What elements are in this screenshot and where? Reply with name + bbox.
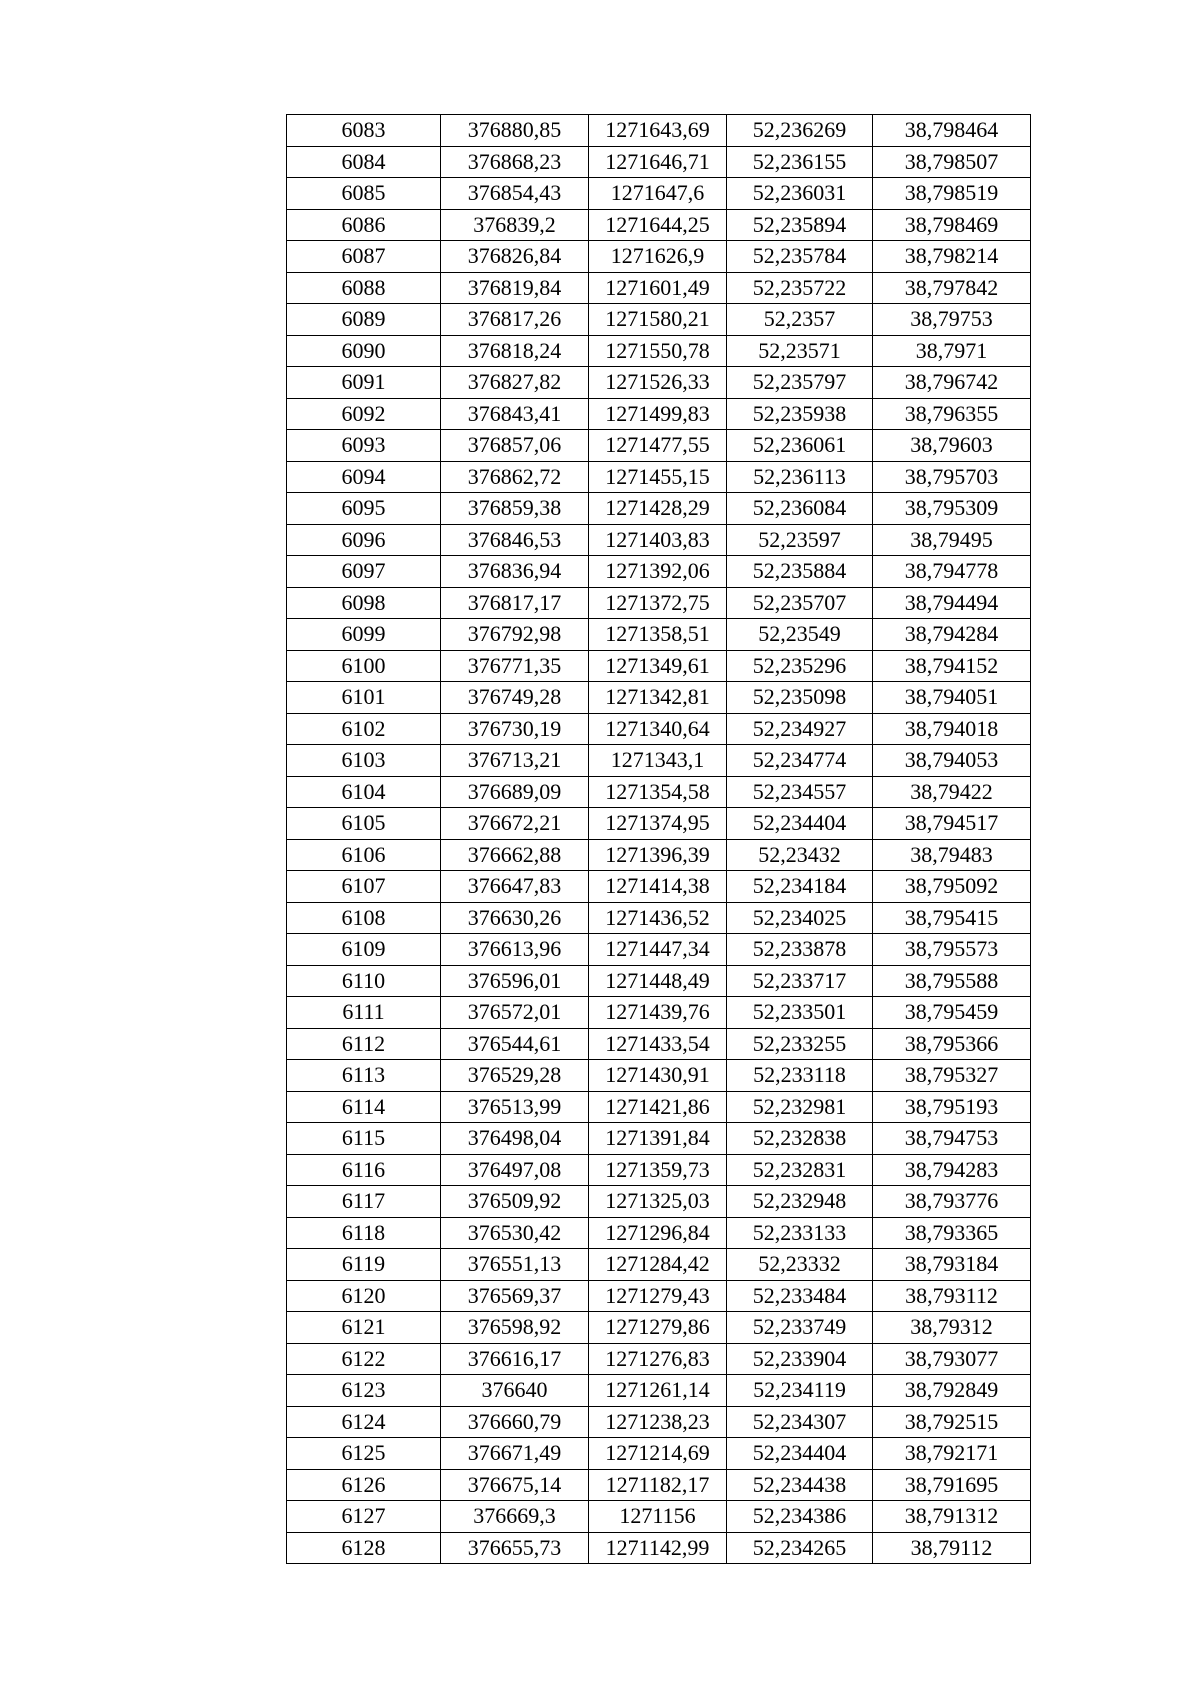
x-coordinate-cell: 376846,53 [441, 524, 589, 556]
x-coordinate-cell: 376647,83 [441, 871, 589, 903]
y-coordinate-cell: 1271477,55 [589, 430, 727, 462]
y-coordinate-cell: 1271342,81 [589, 682, 727, 714]
x-coordinate-cell: 376818,24 [441, 335, 589, 367]
y-coordinate-cell: 1271421,86 [589, 1091, 727, 1123]
table-row [287, 1186, 1031, 1218]
x-coordinate-cell: 376771,35 [441, 650, 589, 682]
table-row [287, 430, 1031, 462]
x-coordinate-cell: 376544,61 [441, 1028, 589, 1060]
longitude-cell: 38,792171 [873, 1438, 1031, 1470]
latitude-cell: 52,233118 [727, 1060, 873, 1092]
latitude-cell: 52,236113 [727, 461, 873, 493]
y-coordinate-cell: 1271276,83 [589, 1343, 727, 1375]
table-row [287, 209, 1031, 241]
table-row [287, 1438, 1031, 1470]
coordinates-table [286, 114, 1031, 1564]
latitude-cell: 52,235894 [727, 209, 873, 241]
longitude-cell: 38,79312 [873, 1312, 1031, 1344]
latitude-cell: 52,235722 [727, 272, 873, 304]
longitude-cell: 38,79112 [873, 1532, 1031, 1564]
table-row [287, 934, 1031, 966]
table-row [287, 146, 1031, 178]
x-coordinate-cell: 376817,26 [441, 304, 589, 336]
y-coordinate-cell: 1271392,06 [589, 556, 727, 588]
x-coordinate-cell: 376868,23 [441, 146, 589, 178]
x-coordinate-cell: 376859,38 [441, 493, 589, 525]
latitude-cell: 52,23597 [727, 524, 873, 556]
latitude-cell: 52,234404 [727, 808, 873, 840]
point-number-cell: 6110 [287, 965, 441, 997]
y-coordinate-cell: 1271550,78 [589, 335, 727, 367]
point-number-cell: 6097 [287, 556, 441, 588]
x-coordinate-cell: 376509,92 [441, 1186, 589, 1218]
longitude-cell: 38,797842 [873, 272, 1031, 304]
y-coordinate-cell: 1271646,71 [589, 146, 727, 178]
latitude-cell: 52,232948 [727, 1186, 873, 1218]
table-row [287, 965, 1031, 997]
y-coordinate-cell: 1271354,58 [589, 776, 727, 808]
point-number-cell: 6087 [287, 241, 441, 273]
latitude-cell: 52,236061 [727, 430, 873, 462]
latitude-cell: 52,236269 [727, 115, 873, 147]
y-coordinate-cell: 1271447,34 [589, 934, 727, 966]
latitude-cell: 52,236155 [727, 146, 873, 178]
x-coordinate-cell: 376819,84 [441, 272, 589, 304]
y-coordinate-cell: 1271396,39 [589, 839, 727, 871]
latitude-cell: 52,234119 [727, 1375, 873, 1407]
y-coordinate-cell: 1271391,84 [589, 1123, 727, 1155]
latitude-cell: 52,235938 [727, 398, 873, 430]
y-coordinate-cell: 1271372,75 [589, 587, 727, 619]
table-row [287, 367, 1031, 399]
table-row [287, 1154, 1031, 1186]
x-coordinate-cell: 376513,99 [441, 1091, 589, 1123]
latitude-cell: 52,236031 [727, 178, 873, 210]
point-number-cell: 6086 [287, 209, 441, 241]
table-row [287, 1343, 1031, 1375]
latitude-cell: 52,234557 [727, 776, 873, 808]
x-coordinate-cell: 376862,72 [441, 461, 589, 493]
y-coordinate-cell: 1271439,76 [589, 997, 727, 1029]
y-coordinate-cell: 1271358,51 [589, 619, 727, 651]
longitude-cell: 38,794778 [873, 556, 1031, 588]
y-coordinate-cell: 1271414,38 [589, 871, 727, 903]
point-number-cell: 6100 [287, 650, 441, 682]
point-number-cell: 6122 [287, 1343, 441, 1375]
latitude-cell: 52,23549 [727, 619, 873, 651]
latitude-cell: 52,232981 [727, 1091, 873, 1123]
longitude-cell: 38,7971 [873, 335, 1031, 367]
x-coordinate-cell: 376713,21 [441, 745, 589, 777]
x-coordinate-cell: 376836,94 [441, 556, 589, 588]
latitude-cell: 52,23571 [727, 335, 873, 367]
point-number-cell: 6103 [287, 745, 441, 777]
x-coordinate-cell: 376827,82 [441, 367, 589, 399]
latitude-cell: 52,233501 [727, 997, 873, 1029]
latitude-cell: 52,232838 [727, 1123, 873, 1155]
y-coordinate-cell: 1271436,52 [589, 902, 727, 934]
point-number-cell: 6126 [287, 1469, 441, 1501]
longitude-cell: 38,798519 [873, 178, 1031, 210]
latitude-cell: 52,235296 [727, 650, 873, 682]
latitude-cell: 52,233904 [727, 1343, 873, 1375]
latitude-cell: 52,233255 [727, 1028, 873, 1060]
latitude-cell: 52,236084 [727, 493, 873, 525]
x-coordinate-cell: 376640 [441, 1375, 589, 1407]
longitude-cell: 38,795366 [873, 1028, 1031, 1060]
longitude-cell: 38,796355 [873, 398, 1031, 430]
point-number-cell: 6096 [287, 524, 441, 556]
x-coordinate-cell: 376616,17 [441, 1343, 589, 1375]
table-row [287, 776, 1031, 808]
longitude-cell: 38,798507 [873, 146, 1031, 178]
point-number-cell: 6102 [287, 713, 441, 745]
table-row [287, 1217, 1031, 1249]
point-number-cell: 6101 [287, 682, 441, 714]
y-coordinate-cell: 1271238,23 [589, 1406, 727, 1438]
x-coordinate-cell: 376662,88 [441, 839, 589, 871]
x-coordinate-cell: 376854,43 [441, 178, 589, 210]
table-row [287, 745, 1031, 777]
latitude-cell: 52,2357 [727, 304, 873, 336]
x-coordinate-cell: 376669,3 [441, 1501, 589, 1533]
table-row [287, 335, 1031, 367]
point-number-cell: 6095 [287, 493, 441, 525]
longitude-cell: 38,794284 [873, 619, 1031, 651]
point-number-cell: 6125 [287, 1438, 441, 1470]
table-row [287, 524, 1031, 556]
table-row [287, 1280, 1031, 1312]
latitude-cell: 52,233717 [727, 965, 873, 997]
latitude-cell: 52,233749 [727, 1312, 873, 1344]
y-coordinate-cell: 1271403,83 [589, 524, 727, 556]
table-row [287, 619, 1031, 651]
latitude-cell: 52,234774 [727, 745, 873, 777]
longitude-cell: 38,798469 [873, 209, 1031, 241]
x-coordinate-cell: 376839,2 [441, 209, 589, 241]
longitude-cell: 38,794053 [873, 745, 1031, 777]
x-coordinate-cell: 376655,73 [441, 1532, 589, 1564]
point-number-cell: 6118 [287, 1217, 441, 1249]
x-coordinate-cell: 376792,98 [441, 619, 589, 651]
y-coordinate-cell: 1271430,91 [589, 1060, 727, 1092]
y-coordinate-cell: 1271343,1 [589, 745, 727, 777]
point-number-cell: 6111 [287, 997, 441, 1029]
x-coordinate-cell: 376660,79 [441, 1406, 589, 1438]
point-number-cell: 6105 [287, 808, 441, 840]
longitude-cell: 38,79753 [873, 304, 1031, 336]
longitude-cell: 38,795193 [873, 1091, 1031, 1123]
point-number-cell: 6127 [287, 1501, 441, 1533]
longitude-cell: 38,795092 [873, 871, 1031, 903]
x-coordinate-cell: 376675,14 [441, 1469, 589, 1501]
longitude-cell: 38,792515 [873, 1406, 1031, 1438]
table-row [287, 682, 1031, 714]
y-coordinate-cell: 1271428,29 [589, 493, 727, 525]
point-number-cell: 6115 [287, 1123, 441, 1155]
y-coordinate-cell: 1271325,03 [589, 1186, 727, 1218]
point-number-cell: 6098 [287, 587, 441, 619]
table-row [287, 272, 1031, 304]
latitude-cell: 52,234265 [727, 1532, 873, 1564]
latitude-cell: 52,232831 [727, 1154, 873, 1186]
table-row [287, 871, 1031, 903]
table-row [287, 1091, 1031, 1123]
y-coordinate-cell: 1271580,21 [589, 304, 727, 336]
point-number-cell: 6089 [287, 304, 441, 336]
table-row [287, 997, 1031, 1029]
table-row [287, 493, 1031, 525]
latitude-cell: 52,235784 [727, 241, 873, 273]
longitude-cell: 38,793112 [873, 1280, 1031, 1312]
longitude-cell: 38,792849 [873, 1375, 1031, 1407]
y-coordinate-cell: 1271433,54 [589, 1028, 727, 1060]
y-coordinate-cell: 1271643,69 [589, 115, 727, 147]
longitude-cell: 38,795415 [873, 902, 1031, 934]
latitude-cell: 52,235884 [727, 556, 873, 588]
longitude-cell: 38,793776 [873, 1186, 1031, 1218]
latitude-cell: 52,23332 [727, 1249, 873, 1281]
x-coordinate-cell: 376730,19 [441, 713, 589, 745]
table-row [287, 241, 1031, 273]
longitude-cell: 38,795588 [873, 965, 1031, 997]
point-number-cell: 6093 [287, 430, 441, 462]
x-coordinate-cell: 376596,01 [441, 965, 589, 997]
y-coordinate-cell: 1271340,64 [589, 713, 727, 745]
longitude-cell: 38,79483 [873, 839, 1031, 871]
point-number-cell: 6117 [287, 1186, 441, 1218]
latitude-cell: 52,234386 [727, 1501, 873, 1533]
y-coordinate-cell: 1271359,73 [589, 1154, 727, 1186]
longitude-cell: 38,79603 [873, 430, 1031, 462]
x-coordinate-cell: 376572,01 [441, 997, 589, 1029]
x-coordinate-cell: 376817,17 [441, 587, 589, 619]
table-row [287, 1532, 1031, 1564]
latitude-cell: 52,235098 [727, 682, 873, 714]
table-row [287, 1060, 1031, 1092]
longitude-cell: 38,794018 [873, 713, 1031, 745]
y-coordinate-cell: 1271601,49 [589, 272, 727, 304]
table-row [287, 713, 1031, 745]
y-coordinate-cell: 1271349,61 [589, 650, 727, 682]
longitude-cell: 38,794051 [873, 682, 1031, 714]
point-number-cell: 6104 [287, 776, 441, 808]
table-row [287, 808, 1031, 840]
point-number-cell: 6114 [287, 1091, 441, 1123]
x-coordinate-cell: 376498,04 [441, 1123, 589, 1155]
table-row [287, 587, 1031, 619]
y-coordinate-cell: 1271284,42 [589, 1249, 727, 1281]
longitude-cell: 38,794753 [873, 1123, 1031, 1155]
point-number-cell: 6128 [287, 1532, 441, 1564]
point-number-cell: 6121 [287, 1312, 441, 1344]
table-row [287, 304, 1031, 336]
table-row [287, 1123, 1031, 1155]
latitude-cell: 52,235797 [727, 367, 873, 399]
longitude-cell: 38,791312 [873, 1501, 1031, 1533]
x-coordinate-cell: 376843,41 [441, 398, 589, 430]
point-number-cell: 6084 [287, 146, 441, 178]
y-coordinate-cell: 1271261,14 [589, 1375, 727, 1407]
point-number-cell: 6124 [287, 1406, 441, 1438]
x-coordinate-cell: 376529,28 [441, 1060, 589, 1092]
longitude-cell: 38,79422 [873, 776, 1031, 808]
longitude-cell: 38,795459 [873, 997, 1031, 1029]
x-coordinate-cell: 376551,13 [441, 1249, 589, 1281]
point-number-cell: 6116 [287, 1154, 441, 1186]
y-coordinate-cell: 1271156 [589, 1501, 727, 1533]
point-number-cell: 6120 [287, 1280, 441, 1312]
y-coordinate-cell: 1271448,49 [589, 965, 727, 997]
latitude-cell: 52,233484 [727, 1280, 873, 1312]
latitude-cell: 52,233133 [727, 1217, 873, 1249]
point-number-cell: 6092 [287, 398, 441, 430]
latitude-cell: 52,233878 [727, 934, 873, 966]
point-number-cell: 6085 [287, 178, 441, 210]
x-coordinate-cell: 376689,09 [441, 776, 589, 808]
y-coordinate-cell: 1271374,95 [589, 808, 727, 840]
x-coordinate-cell: 376530,42 [441, 1217, 589, 1249]
longitude-cell: 38,794494 [873, 587, 1031, 619]
x-coordinate-cell: 376497,08 [441, 1154, 589, 1186]
table-row [287, 398, 1031, 430]
longitude-cell: 38,793077 [873, 1343, 1031, 1375]
x-coordinate-cell: 376857,06 [441, 430, 589, 462]
point-number-cell: 6107 [287, 871, 441, 903]
y-coordinate-cell: 1271455,15 [589, 461, 727, 493]
y-coordinate-cell: 1271279,86 [589, 1312, 727, 1344]
x-coordinate-cell: 376569,37 [441, 1280, 589, 1312]
table-row [287, 1249, 1031, 1281]
table-row [287, 1375, 1031, 1407]
point-number-cell: 6109 [287, 934, 441, 966]
table-row [287, 650, 1031, 682]
x-coordinate-cell: 376826,84 [441, 241, 589, 273]
y-coordinate-cell: 1271279,43 [589, 1280, 727, 1312]
x-coordinate-cell: 376630,26 [441, 902, 589, 934]
point-number-cell: 6094 [287, 461, 441, 493]
latitude-cell: 52,23432 [727, 839, 873, 871]
x-coordinate-cell: 376671,49 [441, 1438, 589, 1470]
y-coordinate-cell: 1271296,84 [589, 1217, 727, 1249]
longitude-cell: 38,794517 [873, 808, 1031, 840]
y-coordinate-cell: 1271182,17 [589, 1469, 727, 1501]
longitude-cell: 38,795309 [873, 493, 1031, 525]
table-row [287, 115, 1031, 147]
table-row [287, 556, 1031, 588]
latitude-cell: 52,235707 [727, 587, 873, 619]
point-number-cell: 6090 [287, 335, 441, 367]
longitude-cell: 38,794283 [873, 1154, 1031, 1186]
table-row [287, 1028, 1031, 1060]
longitude-cell: 38,796742 [873, 367, 1031, 399]
longitude-cell: 38,795703 [873, 461, 1031, 493]
point-number-cell: 6099 [287, 619, 441, 651]
table-row [287, 902, 1031, 934]
latitude-cell: 52,234404 [727, 1438, 873, 1470]
x-coordinate-cell: 376672,21 [441, 808, 589, 840]
latitude-cell: 52,234438 [727, 1469, 873, 1501]
y-coordinate-cell: 1271647,6 [589, 178, 727, 210]
point-number-cell: 6119 [287, 1249, 441, 1281]
point-number-cell: 6108 [287, 902, 441, 934]
point-number-cell: 6083 [287, 115, 441, 147]
longitude-cell: 38,79495 [873, 524, 1031, 556]
table-row [287, 178, 1031, 210]
table-row [287, 1501, 1031, 1533]
table-row [287, 1406, 1031, 1438]
longitude-cell: 38,798214 [873, 241, 1031, 273]
y-coordinate-cell: 1271526,33 [589, 367, 727, 399]
latitude-cell: 52,234025 [727, 902, 873, 934]
point-number-cell: 6088 [287, 272, 441, 304]
x-coordinate-cell: 376880,85 [441, 115, 589, 147]
longitude-cell: 38,798464 [873, 115, 1031, 147]
latitude-cell: 52,234184 [727, 871, 873, 903]
latitude-cell: 52,234307 [727, 1406, 873, 1438]
point-number-cell: 6106 [287, 839, 441, 871]
x-coordinate-cell: 376598,92 [441, 1312, 589, 1344]
point-number-cell: 6113 [287, 1060, 441, 1092]
y-coordinate-cell: 1271644,25 [589, 209, 727, 241]
table-row [287, 461, 1031, 493]
x-coordinate-cell: 376613,96 [441, 934, 589, 966]
x-coordinate-cell: 376749,28 [441, 682, 589, 714]
longitude-cell: 38,795573 [873, 934, 1031, 966]
point-number-cell: 6112 [287, 1028, 441, 1060]
y-coordinate-cell: 1271142,99 [589, 1532, 727, 1564]
y-coordinate-cell: 1271626,9 [589, 241, 727, 273]
latitude-cell: 52,234927 [727, 713, 873, 745]
table-row [287, 1312, 1031, 1344]
point-number-cell: 6123 [287, 1375, 441, 1407]
longitude-cell: 38,795327 [873, 1060, 1031, 1092]
coordinates-table-body [287, 115, 1031, 1564]
y-coordinate-cell: 1271499,83 [589, 398, 727, 430]
longitude-cell: 38,793184 [873, 1249, 1031, 1281]
table-row [287, 1469, 1031, 1501]
point-number-cell: 6091 [287, 367, 441, 399]
longitude-cell: 38,794152 [873, 650, 1031, 682]
longitude-cell: 38,791695 [873, 1469, 1031, 1501]
y-coordinate-cell: 1271214,69 [589, 1438, 727, 1470]
longitude-cell: 38,793365 [873, 1217, 1031, 1249]
table-row [287, 839, 1031, 871]
